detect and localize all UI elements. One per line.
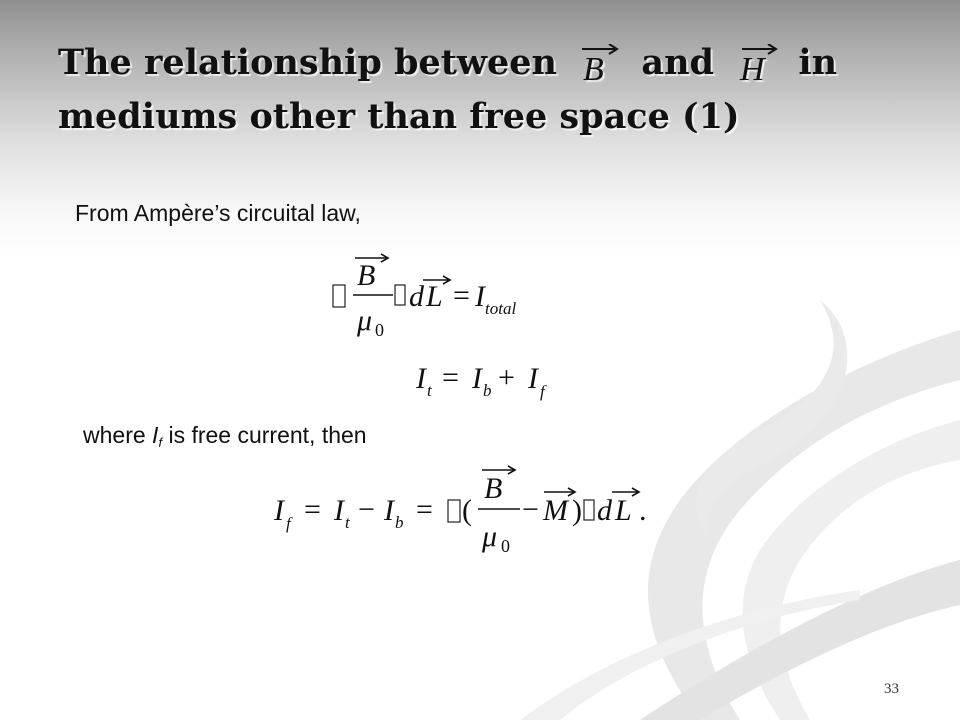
where-subscript: f: [158, 435, 163, 450]
eq3-eq-a: =: [304, 493, 321, 526]
eq2-term2-i: I: [528, 362, 538, 395]
eq1-l: L: [426, 280, 443, 313]
eq2-equals: =: [442, 361, 459, 394]
eq2-lhs-i: I: [416, 362, 426, 395]
eq1-equals: =: [453, 279, 470, 312]
eq1-numerator-b: B: [357, 259, 376, 292]
slide-title: [58, 36, 918, 144]
eq3-minus: −: [358, 493, 375, 526]
eq3-eq-b: =: [416, 493, 433, 526]
missing-glyph-box-3: [448, 500, 460, 522]
eq3-open-paren: (: [462, 494, 472, 527]
eq2-term2-sub: f: [540, 382, 545, 401]
eq3-term2-sub: b: [395, 513, 404, 532]
eq1-denominator-mu: μ: [357, 304, 373, 337]
eq3-term1-sub: t: [345, 513, 350, 532]
eq3-denominator-mu: μ: [482, 520, 498, 553]
intro-text: From Ampère’s circuital law,: [75, 200, 361, 226]
eq3-lhs-sub: f: [286, 514, 291, 533]
eq2-term1-sub: b: [483, 381, 492, 400]
missing-glyph-box-2: [395, 285, 405, 305]
eq3-l: L: [615, 494, 632, 527]
where-suffix: is free current, then: [168, 422, 367, 448]
title-text-part1: The relationship between: [58, 42, 558, 83]
eq3-term1-i: I: [334, 494, 344, 527]
eq2-plus: +: [498, 361, 515, 394]
eq3-period: .: [639, 494, 647, 527]
eq3-minus2: −: [522, 493, 539, 526]
svg-text:B: B: [583, 51, 604, 84]
eq2-term1-i: I: [472, 362, 482, 395]
page-number: 33: [884, 681, 899, 697]
eq3-vector-m: M: [543, 494, 568, 527]
eq3-close-paren: ): [572, 494, 582, 527]
equation-current-sum: [410, 356, 570, 406]
where-symbol: I: [152, 422, 159, 448]
eq3-lhs-i: I: [274, 494, 284, 527]
eq2-lhs-sub: t: [427, 381, 432, 400]
title-text-part3: in: [798, 42, 838, 83]
missing-glyph-box-4: [584, 500, 594, 520]
vector-b-symbol: [569, 44, 629, 84]
eq1-denominator-sub: 0: [375, 320, 384, 340]
title-text-line2: mediums other than free space (1): [58, 96, 740, 137]
svg-text:H: H: [740, 51, 765, 84]
equation-ampere-law: [325, 250, 535, 345]
equation-free-current: [270, 460, 660, 570]
vector-h-symbol: [726, 44, 786, 84]
eq1-d: d: [409, 280, 424, 313]
eq1-rhs-i: I: [475, 280, 485, 313]
title-text-part2: and: [641, 42, 714, 83]
eq3-denominator-sub: 0: [501, 536, 510, 556]
missing-glyph-box: [333, 285, 345, 307]
eq3-term2-i: I: [384, 494, 394, 527]
eq3-d: d: [597, 494, 612, 527]
where-prefix: where: [83, 422, 146, 448]
eq1-rhs-sub: total: [485, 299, 517, 318]
eq3-numerator-b: B: [484, 472, 503, 505]
where-free-current-text: [83, 422, 367, 450]
